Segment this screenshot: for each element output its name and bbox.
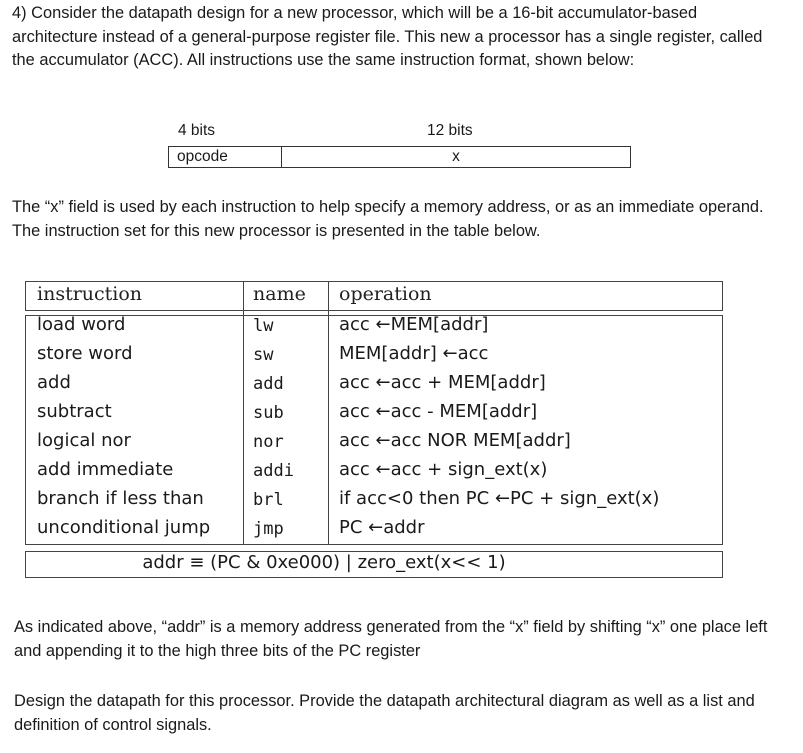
row-name: sub [253, 403, 284, 423]
header-name: name [253, 283, 306, 305]
row-operation: acc ←acc + MEM[addr] [339, 372, 546, 393]
row-operation: acc ←acc NOR MEM[addr] [339, 430, 571, 451]
column-divider [243, 281, 244, 545]
row-operation: MEM[addr] ←acc [339, 343, 489, 364]
row-instruction: subtract [37, 401, 112, 422]
row-name: jmp [253, 519, 284, 539]
row-operation: acc ←acc + sign_ext(x) [339, 459, 548, 480]
row-instruction: load word [37, 314, 126, 335]
x-field-description: The “x” field is used by each instruction to help specify a memory address, or as an immediate operand. The instruction set for this new processor is presented in the table below. [12, 198, 764, 240]
x-field: x [281, 146, 631, 168]
row-instruction: add [37, 372, 71, 393]
row-name: sw [253, 345, 274, 365]
row-name: addi [253, 461, 294, 481]
row-instruction: unconditional jump [37, 517, 211, 538]
row-operation: acc ←acc - MEM[addr] [339, 401, 538, 422]
row-operation: if acc<0 then PC ←PC + sign_ext(x) [339, 488, 660, 509]
addr-definition: addr ≡ (PC & 0xe000) | zero_ext(x<< 1) [142, 552, 506, 573]
row-name: add [253, 374, 284, 394]
header-instruction: instruction [37, 283, 143, 305]
column-divider [328, 281, 329, 545]
opcode-field: opcode [168, 146, 282, 168]
row-instruction: branch if less than [37, 488, 204, 509]
problem-intro: 4) Consider the datapath design for a new processor, which will be a 16-bit accumulator-based architecture instead of a general-purpose register file. This new a processor has a single register, called the accumulator (ACC). All instructions use the same instruction format, shown below: [12, 4, 763, 69]
row-name: lw [253, 316, 274, 336]
row-instruction: store word [37, 343, 133, 364]
row-name: brl [253, 490, 284, 510]
opcode-bits-label: 4 bits [178, 122, 216, 139]
row-instruction: add immediate [37, 459, 174, 480]
x-bits-label: 12 bits [427, 122, 473, 139]
row-name: nor [253, 432, 284, 452]
row-operation: acc ←MEM[addr] [339, 314, 489, 335]
row-operation: PC ←addr [339, 517, 425, 538]
row-instruction: logical nor [37, 430, 131, 451]
header-operation: operation [339, 283, 432, 305]
addr-explanation: As indicated above, “addr” is a memory address generated from the “x” field by shifting “x” one place left and appending it to the high three bits of the PC register [14, 618, 768, 660]
design-task: Design the datapath for this processor. Provide the datapath architectural diagram as well as a list and definition of control signals. [14, 692, 755, 734]
